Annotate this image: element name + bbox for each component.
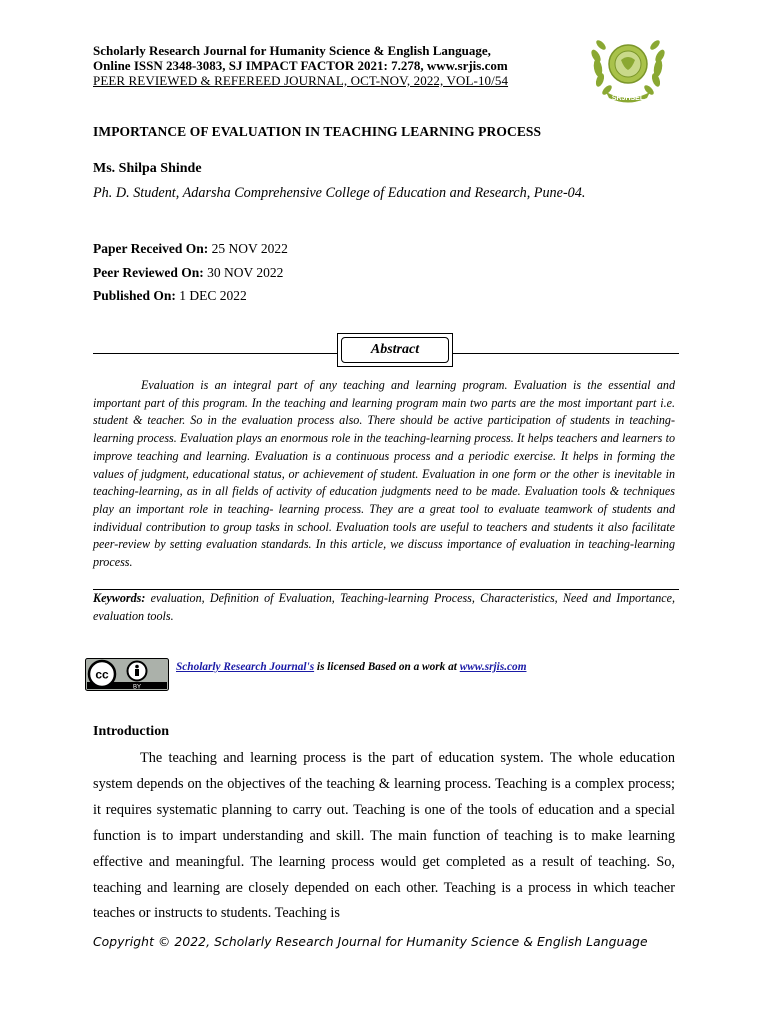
author-name: Ms. Shilpa Shinde <box>93 161 202 176</box>
publication-dates <box>93 241 288 312</box>
license-text: is licensed Based on a work at <box>314 661 460 673</box>
abstract-text: Evaluation is an integral part of any teaching and learning program. Evaluation is the essential and important part of this program. In the teaching and learning program main two parts are the most important part i.e. student & teacher. So in the evaluation process also. There should be active participation of students in teaching- learning process. Evaluation plays an enormous role in the teaching-learning process. It helps teachers and learners to improve teaching and learning. Evaluation is a continuous process and a periodic exercise. It helps in forming the values of judgment, educational status, or achievement of student. Evaluation in one form or the other is inevitable in teaching-learning, as in all fields of activity of education judgments need to be made. Evaluation tools & techniques play an important role in teaching- learning process. They are a great tool to evaluate teamwork of students and individual contribution to group tasks in school. Evaluation tools are useful to teachers and students it also facilitate peer-review by setting evaluation standards. In this article, we discuss importance of evaluation in teaching-learning process. <box>93 378 675 570</box>
introduction-text: The teaching and learning process is the part of education system. The whole education system depends on the objectives of the teaching & learning process. Teaching is a complex process; it requires systematic planning to carry out. Teaching is one of the tools of education and a special function is to impart understanding and skill. The main function of teaching is to make learning effective and meaningful. The learning process would get completed as a result of teaching. So, teaching and learning are closely depended on each other. Teaching is a process in which teacher teaches or instructs to students. Teaching is <box>93 750 675 922</box>
cc-by-icon[interactable] <box>85 658 169 691</box>
keywords-label: Keywords: <box>93 591 146 605</box>
date-reviewed: Peer Reviewed On: 30 NOV 2022 <box>93 264 284 280</box>
keywords-text: evaluation, Definition of Evaluation, Teaching-learning Process, Characteristics, Need and Importance, evaluation tools. <box>93 591 675 623</box>
abstract-rule-left <box>93 353 337 354</box>
author-affiliation: Ph. D. Student, Adarsha Comprehensive College of Education and Research, Pune-04. <box>93 185 586 201</box>
website-link[interactable]: www.srjis.com <box>459 661 527 673</box>
svg-text:cc: cc <box>95 667 109 682</box>
journal-issn: Online ISSN 2348-3083, SJ IMPACT FACTOR 2021: 7.278, www.srjis.com <box>93 58 508 73</box>
date-received: Paper Received On: 25 NOV 2022 <box>93 241 288 256</box>
logo-text: SRJHSEL <box>611 95 645 102</box>
abstract-heading-box <box>337 333 453 367</box>
copyright-footer: Copyright © 2022, Scholarly Research Journal for Humanity Science & English Language <box>93 935 648 949</box>
paper-title: IMPORTANCE OF EVALUATION IN TEACHING LEARNING PROCESS <box>93 124 542 139</box>
keywords <box>93 590 675 625</box>
introduction-heading: Introduction <box>93 724 169 739</box>
cc-by-text: BY <box>132 684 142 691</box>
date-published: Published On: 1 DEC 2022 <box>93 288 247 303</box>
license-statement <box>176 661 526 673</box>
abstract-rule-right <box>453 353 679 354</box>
journal-header <box>93 43 593 88</box>
journal-volume: PEER REVIEWED & REFEREED JOURNAL, OCT-NOV, 2022, VOL-10/54 <box>93 73 509 88</box>
journal-name: Scholarly Research Journal for Humanity Science & English Language, <box>93 43 491 58</box>
abstract-heading: Abstract <box>341 337 449 363</box>
journal-laurel-logo <box>588 30 668 106</box>
journal-link[interactable]: Scholarly Research Journal's <box>176 661 315 673</box>
